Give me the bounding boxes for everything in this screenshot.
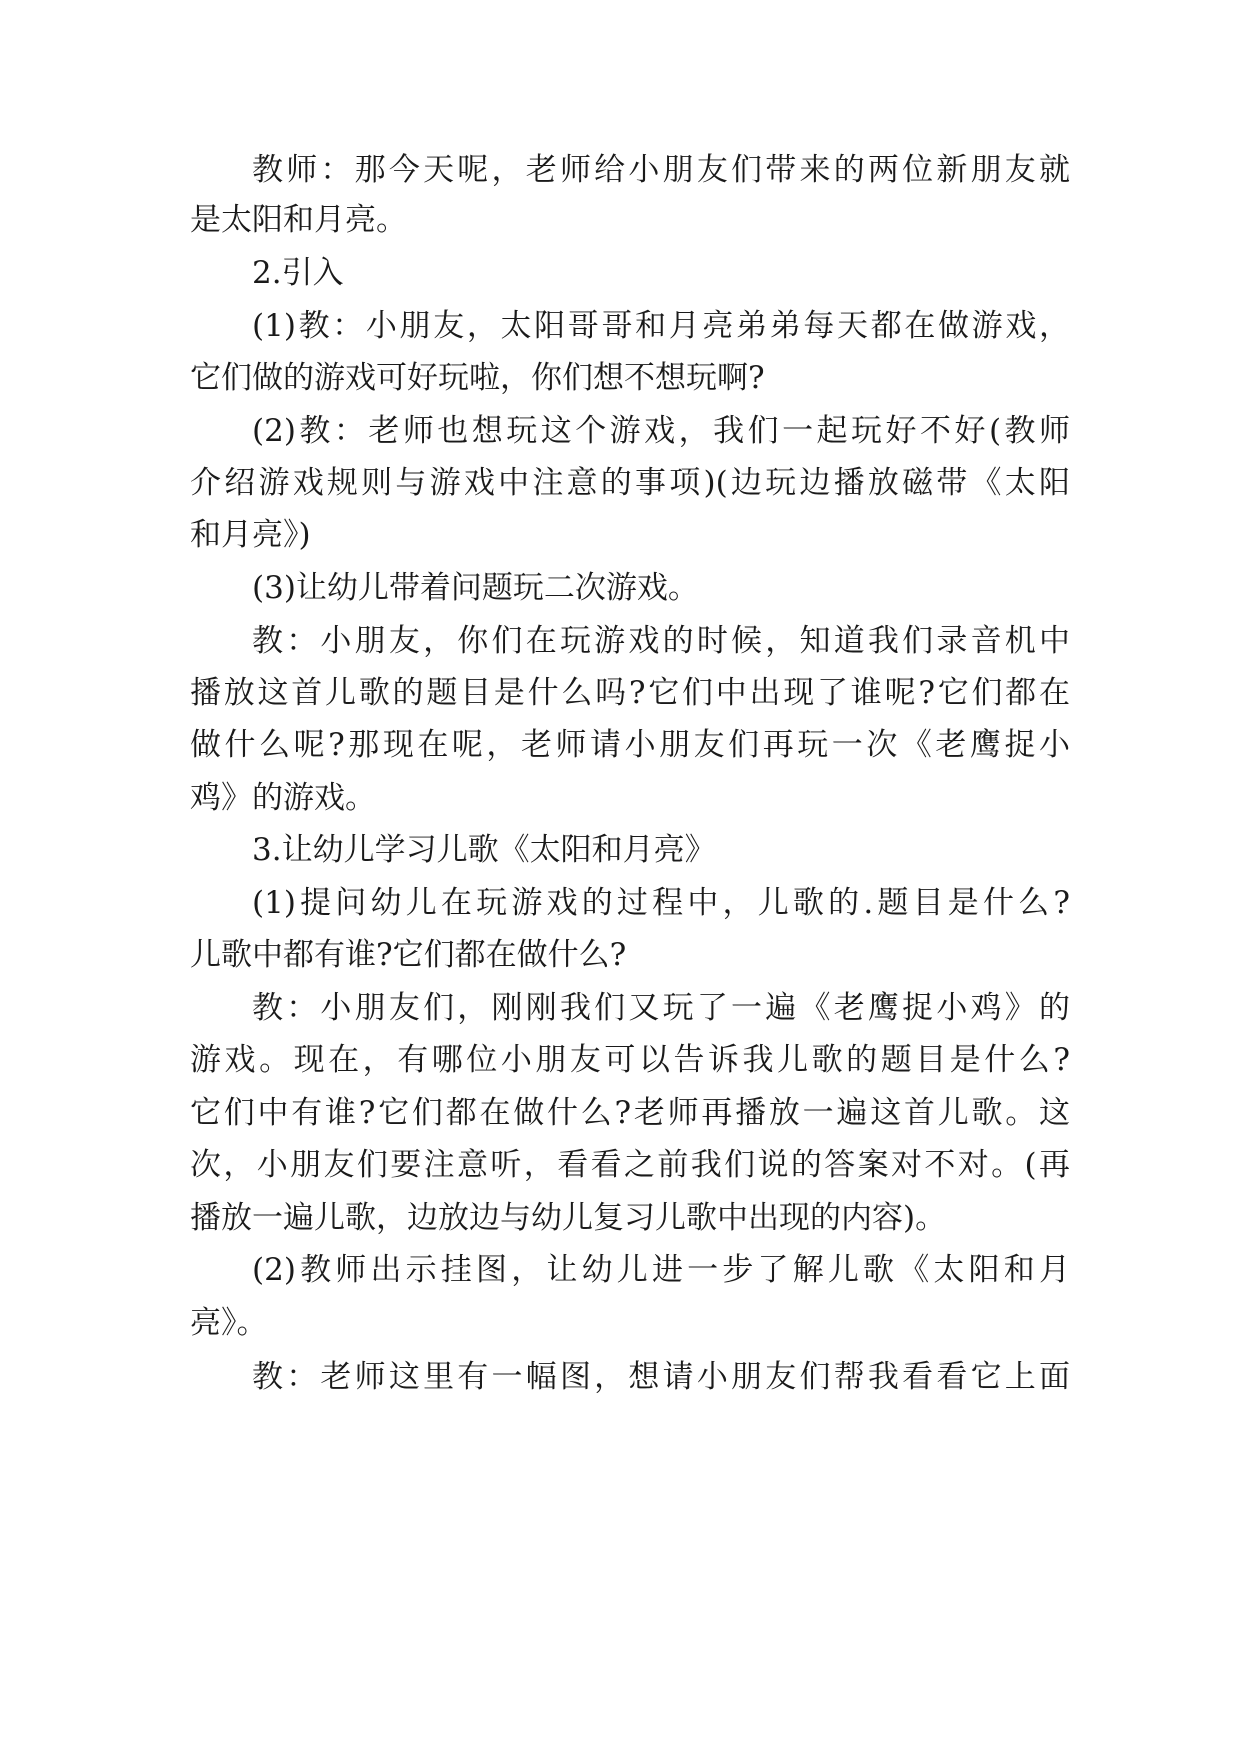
- text-line: 和月亮》): [190, 517, 311, 553]
- text-line: 鸡》的游戏。: [190, 780, 376, 816]
- text-line: 播放一遍儿歌，边放边与幼儿复习儿歌中出现的内容)。: [190, 1200, 947, 1236]
- text-line: 教：老师这里有一幅图，想请小朋友们帮我看看它上面: [252, 1359, 1070, 1395]
- text-line: 教：小朋友们，刚刚我们又玩了一遍《老鹰捉小鸡》的: [252, 990, 1070, 1026]
- text-line: 游戏。现在，有哪位小朋友可以告诉我儿歌的题目是什么?: [190, 1042, 1070, 1078]
- text-line: 播放这首儿歌的题目是什么吗?它们中出现了谁呢?它们都在: [190, 675, 1070, 711]
- text-line: 亮》。: [190, 1305, 268, 1341]
- text-line: 教：小朋友，你们在玩游戏的时候，知道我们录音机中: [252, 623, 1070, 659]
- text-line: (1)教：小朋友，太阳哥哥和月亮弟弟每天都在做游戏，: [252, 308, 1070, 344]
- text-line: 介绍游戏规则与游戏中注意的事项)(边玩边播放磁带《太阳: [190, 465, 1070, 501]
- text-line: 做什么呢?那现在呢，老师请小朋友们再玩一次《老鹰捉小: [190, 727, 1070, 763]
- text-line: 2.引入: [252, 255, 344, 291]
- text-line: (1)提问幼儿在玩游戏的过程中，儿歌的.题目是什么?: [252, 885, 1070, 921]
- text-line: 是太阳和月亮。: [190, 202, 407, 238]
- text-line: 儿歌中都有谁?它们都在做什么?: [190, 937, 627, 973]
- text-line: (2)教：老师也想玩这个游戏，我们一起玩好不好(教师: [252, 413, 1070, 449]
- text-line: (2)教师出示挂图，让幼儿进一步了解儿歌《太阳和月: [252, 1252, 1070, 1288]
- text-line: 它们中有谁?它们都在做什么?老师再播放一遍这首儿歌。这: [190, 1095, 1070, 1131]
- text-line: 3.让幼儿学习儿歌《太阳和月亮》: [252, 832, 716, 868]
- text-line: 次，小朋友们要注意听，看看之前我们说的答案对不对。(再: [190, 1147, 1070, 1183]
- text-line: 它们做的游戏可好玩啦，你们想不想玩啊?: [190, 360, 765, 396]
- text-line: 教师：那今天呢，老师给小朋友们带来的两位新朋友就: [252, 152, 1070, 188]
- text-line: (3)让幼儿带着问题玩二次游戏。: [252, 570, 699, 606]
